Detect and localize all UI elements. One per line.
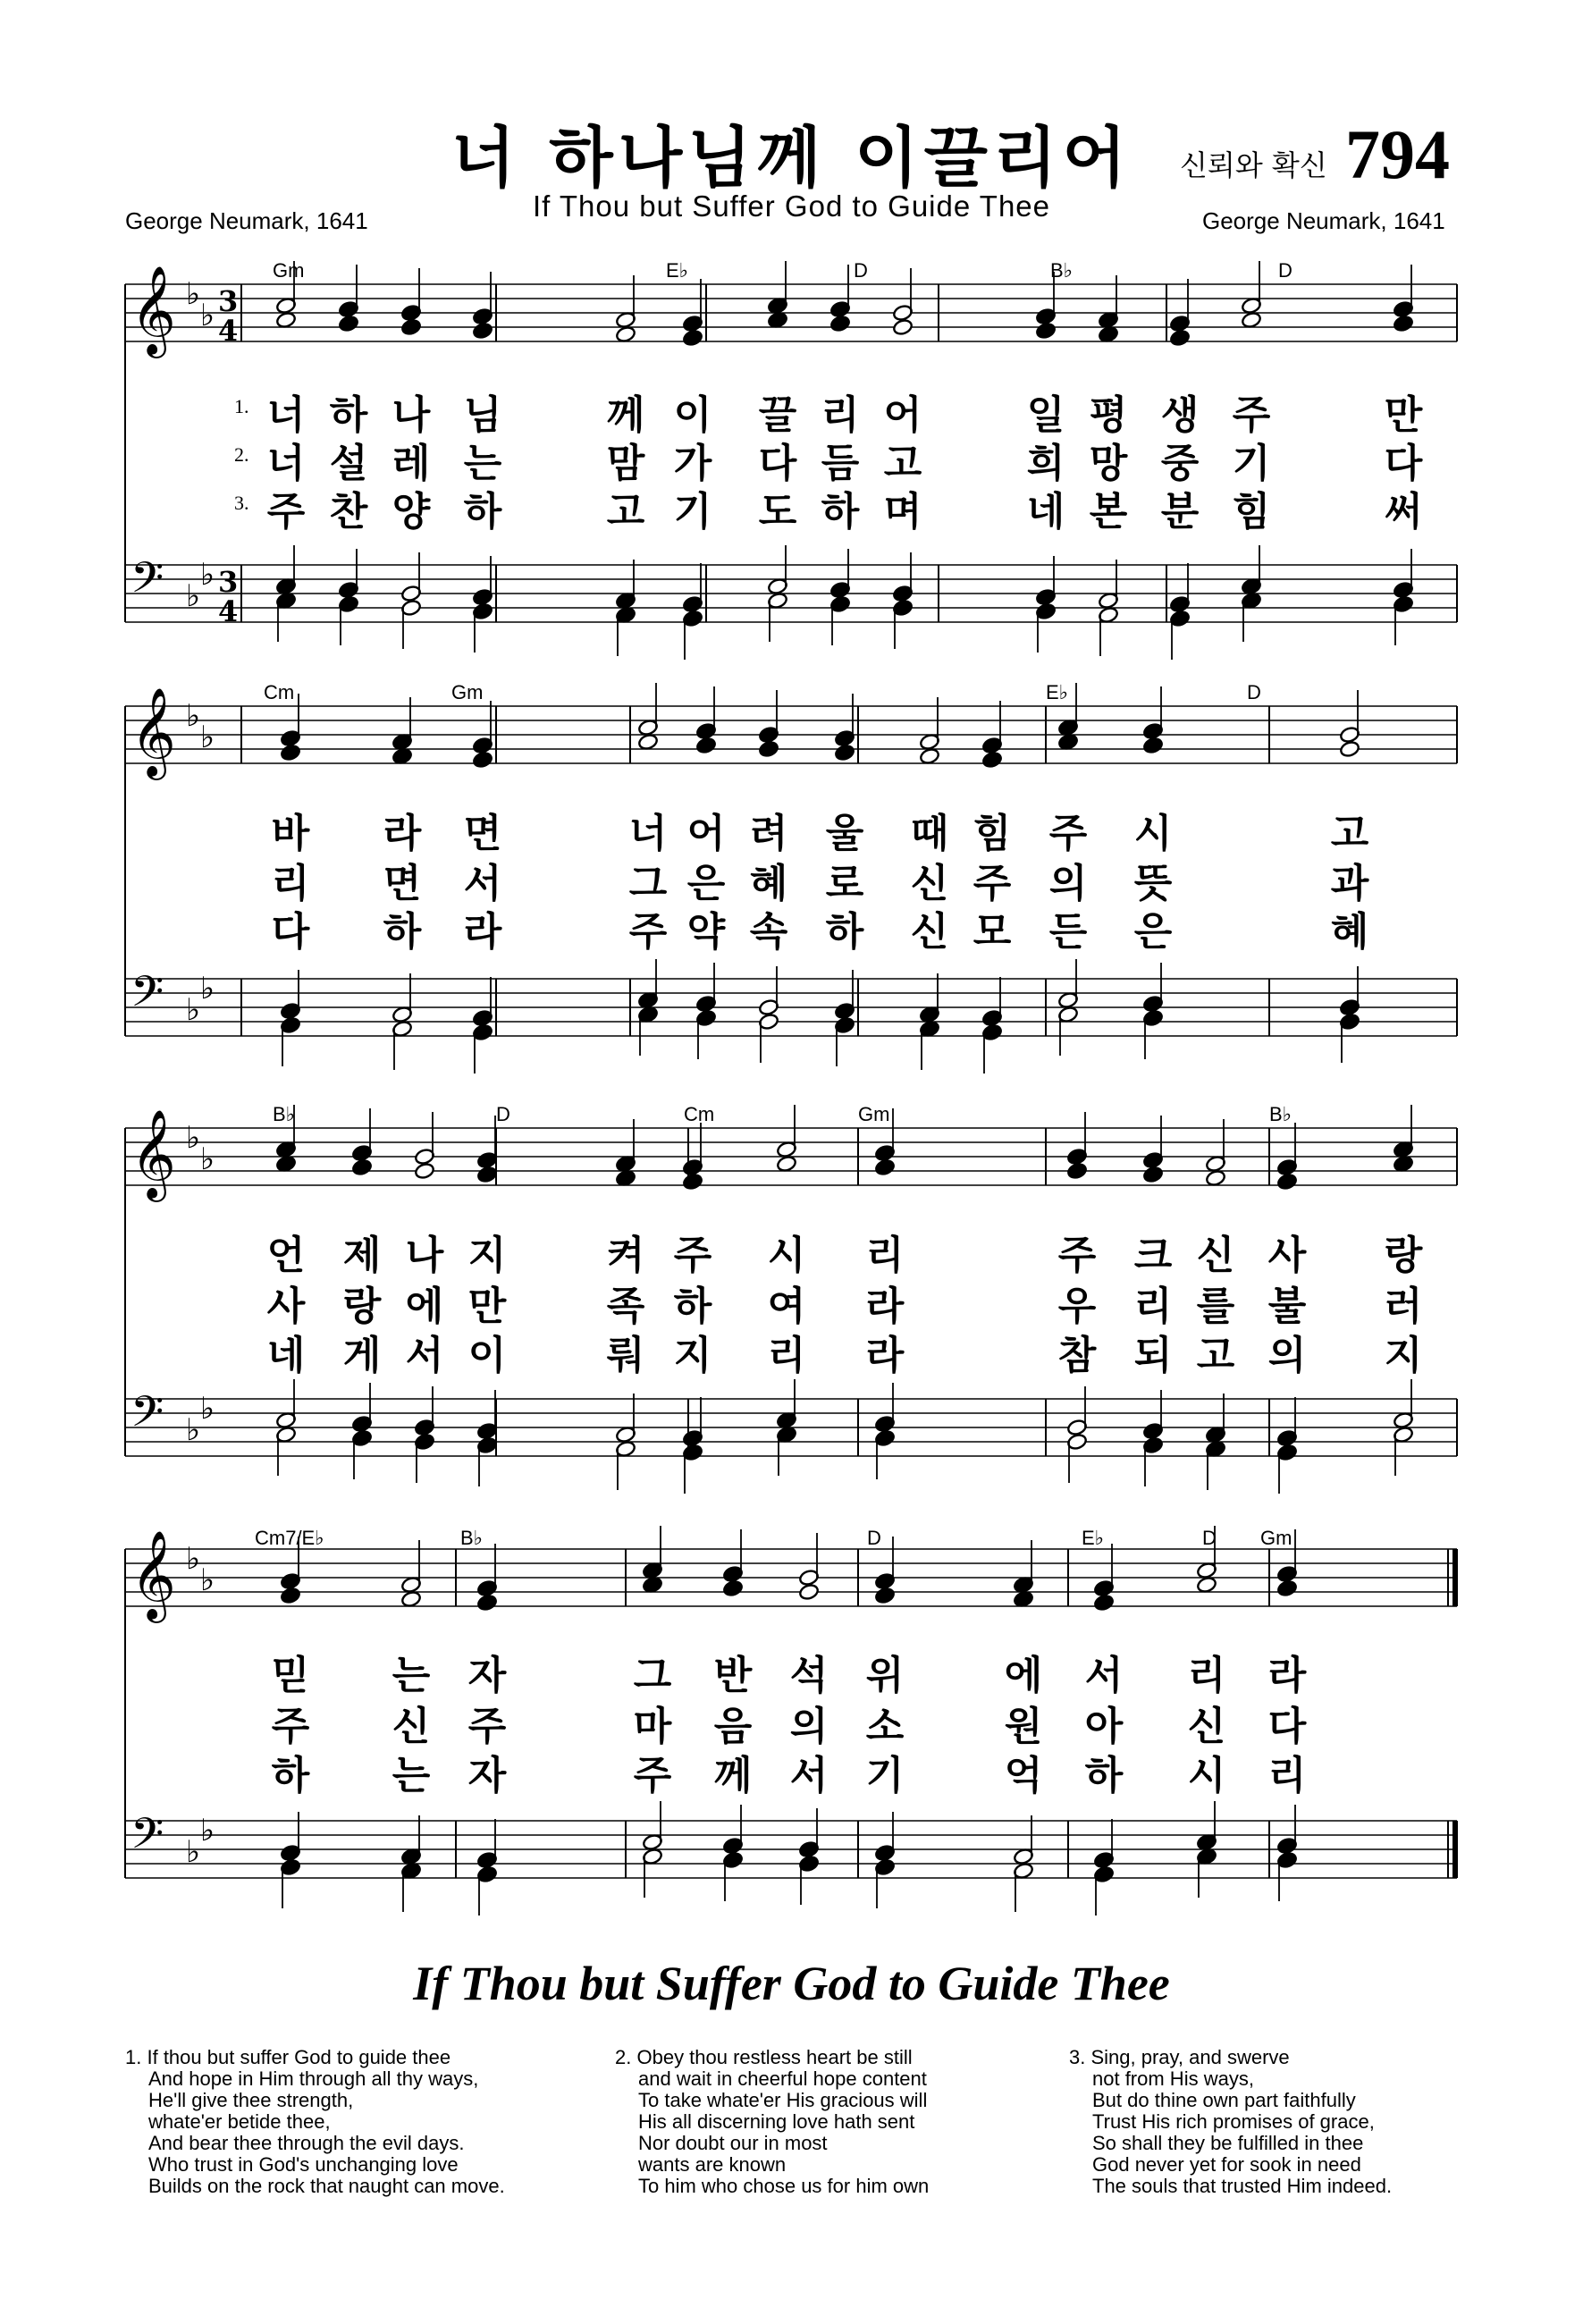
verse-line: Who trust in God's unchanging love bbox=[148, 2153, 459, 2176]
chord-symbol: E♭ bbox=[1046, 681, 1069, 703]
lyric-syllable: 억 bbox=[1004, 1753, 1043, 1798]
lyric-syllable: 게 bbox=[342, 1333, 382, 1378]
lyric-syllable: 며 bbox=[883, 489, 922, 535]
lyric-syllable: 러 bbox=[1384, 1284, 1423, 1329]
lyric-syllable: 일 bbox=[1026, 392, 1065, 438]
chord-symbol: Cm7/E♭ bbox=[255, 1527, 324, 1549]
lyric-syllable: 시 bbox=[767, 1233, 806, 1278]
lyric-syllable: 하 bbox=[673, 1284, 712, 1329]
chord-symbol: Cm bbox=[264, 681, 295, 703]
lyric-syllable: 지 bbox=[467, 1233, 507, 1278]
lyric-syllable: 신 bbox=[910, 909, 949, 955]
lyric-syllable: 라 bbox=[1267, 1653, 1307, 1698]
chord-symbol: D bbox=[1278, 259, 1293, 282]
lyric-syllable: 주 bbox=[467, 1704, 507, 1749]
note-head bbox=[400, 1590, 422, 1608]
lyric-syllable: 하 bbox=[271, 1753, 310, 1798]
lyric-syllable: 도 bbox=[758, 489, 797, 535]
chord-symbol: Cm bbox=[684, 1103, 715, 1125]
lyric-syllable: 주 bbox=[973, 861, 1012, 906]
lyric-syllable: 불 bbox=[1267, 1284, 1307, 1329]
verse-line: But do thine own part faithfully bbox=[1092, 2089, 1356, 2111]
chord-symbol: E♭ bbox=[666, 259, 689, 282]
lyric-syllable: 라 bbox=[383, 811, 422, 856]
lyric-syllable: 지 bbox=[1384, 1333, 1423, 1378]
lyric-syllable: 고 bbox=[883, 441, 922, 486]
lyric-syllable: 주 bbox=[633, 1753, 672, 1798]
chord-symbol: D bbox=[1247, 681, 1261, 703]
verse-line: Builds on the rock that naught can move. bbox=[148, 2175, 505, 2197]
lyric-syllable: 에 bbox=[405, 1284, 444, 1329]
bass-clef-icon: 𝄢 bbox=[131, 552, 164, 613]
verse-number: 2. bbox=[615, 2046, 632, 2068]
lyric-syllable: 어 bbox=[686, 811, 726, 856]
lyric-syllable: 이 bbox=[467, 1333, 507, 1378]
lyric-syllable: 우 bbox=[1057, 1284, 1097, 1329]
verse-line: not from His ways, bbox=[1092, 2067, 1254, 2090]
hymn-title-korean: 너 하나님께 이끌리어 bbox=[451, 120, 1132, 197]
lyric-syllable: 는 bbox=[392, 1753, 431, 1798]
lyric-syllable: 의 bbox=[789, 1704, 829, 1749]
chord-symbol: D bbox=[867, 1527, 881, 1549]
lyric-syllable: 서 bbox=[789, 1753, 829, 1798]
flat-icon: ♭ bbox=[200, 1813, 215, 1848]
time-signature-bottom: 4 bbox=[218, 594, 239, 628]
verse-line: Trust His rich promises of grace, bbox=[1092, 2110, 1375, 2133]
lyric-syllable: 지 bbox=[673, 1333, 712, 1378]
lyric-syllable: 하 bbox=[1084, 1753, 1124, 1798]
lyric-syllable: 사 bbox=[1267, 1233, 1307, 1278]
note-head bbox=[1013, 1590, 1034, 1608]
lyric-syllable: 여 bbox=[767, 1284, 806, 1329]
note-head bbox=[874, 1587, 896, 1604]
bass-notes bbox=[280, 1801, 1298, 1916]
verse-line: wants are known bbox=[638, 2153, 787, 2176]
chord-symbol: D bbox=[854, 259, 868, 282]
flat-icon: ♭ bbox=[186, 578, 201, 614]
time-signature-top: 3 bbox=[218, 565, 239, 599]
note-head bbox=[722, 1579, 744, 1597]
flat-icon: ♭ bbox=[200, 298, 215, 333]
lyric-syllable: 서 bbox=[405, 1333, 444, 1378]
verse-number: 3. bbox=[1069, 2046, 1086, 2068]
lyric-syllable: 네 bbox=[266, 1333, 306, 1378]
time-signature-top: 3 bbox=[218, 284, 239, 318]
bass-clef-icon: 𝄢 bbox=[131, 1808, 164, 1869]
verse-line: Sing, pray, and swerve bbox=[1090, 2046, 1290, 2068]
flat-icon: ♭ bbox=[186, 276, 201, 312]
flat-icon: ♭ bbox=[186, 1834, 201, 1870]
lyric-syllable: 신 bbox=[1187, 1704, 1226, 1749]
lyric-syllable: 찬 bbox=[329, 489, 368, 535]
lyric-syllable: 은 bbox=[1133, 909, 1173, 955]
lyric-syllable: 하 bbox=[383, 909, 422, 955]
treble-clef-icon: 𝄞 bbox=[131, 1530, 176, 1620]
verse-number: 1. bbox=[125, 2046, 142, 2068]
chord-symbol: D bbox=[496, 1103, 510, 1125]
verse-line: God never yet for sook in need bbox=[1092, 2153, 1361, 2176]
lyric-syllable: 어 bbox=[883, 392, 922, 438]
lyric-syllable: 가 bbox=[673, 441, 712, 486]
note-head bbox=[1196, 1576, 1217, 1594]
lyric-syllable: 음 bbox=[713, 1704, 753, 1749]
verse-line: whate'er betide thee, bbox=[148, 2110, 331, 2133]
lyric-syllable: 리 bbox=[767, 1333, 806, 1378]
chord-symbol: Gm bbox=[451, 681, 484, 703]
lyric-syllable: 힘 bbox=[973, 811, 1012, 856]
lyric-syllable: 하 bbox=[329, 392, 368, 438]
lyric-syllable: 시 bbox=[1133, 811, 1173, 856]
english-verse-2 bbox=[615, 2047, 929, 2197]
lyric-syllable: 설 bbox=[329, 441, 368, 486]
lyric-syllable: 속 bbox=[749, 909, 788, 955]
lyric-syllable: 위 bbox=[865, 1653, 905, 1698]
bass-staff bbox=[125, 1808, 1457, 1878]
lyric-syllable: 반 bbox=[713, 1653, 753, 1698]
lyric-syllable: 기 bbox=[865, 1753, 905, 1798]
lyric-syllable: 석 bbox=[789, 1653, 829, 1698]
lyric-syllable: 혜 bbox=[749, 861, 788, 906]
lyric-syllable: 제 bbox=[342, 1233, 382, 1278]
flat-icon: ♭ bbox=[200, 1391, 215, 1427]
note-head bbox=[1276, 1579, 1298, 1597]
lyric-syllable: 랑 bbox=[342, 1284, 382, 1329]
lyric-syllable: 리 bbox=[1133, 1284, 1173, 1329]
note-head bbox=[642, 1576, 663, 1594]
lyric-syllable: 뜻 bbox=[1133, 861, 1173, 906]
lyric-syllable: 는 bbox=[392, 1653, 431, 1698]
note-head bbox=[798, 1583, 820, 1601]
lyric-syllable: 님 bbox=[463, 392, 502, 438]
lyric-syllable: 때 bbox=[910, 811, 949, 856]
flat-icon: ♭ bbox=[200, 720, 215, 755]
lyric-syllable: 뤄 bbox=[606, 1333, 645, 1378]
lyric-syllable: 아 bbox=[1084, 1704, 1124, 1749]
lyric-syllable: 믿 bbox=[271, 1653, 310, 1698]
lyric-syllable: 은 bbox=[686, 861, 726, 906]
treble-clef-icon: 𝄞 bbox=[131, 265, 176, 355]
treble-clef-icon: 𝄞 bbox=[131, 1109, 176, 1199]
lyric-syllable: 시 bbox=[1187, 1753, 1226, 1798]
verse-line: and wait in cheerful hope content bbox=[638, 2067, 927, 2090]
hymn-number: 794 bbox=[1345, 115, 1450, 193]
lyric-syllable: 너 bbox=[266, 441, 306, 486]
lyric-syllable: 신 bbox=[910, 861, 949, 906]
lyric-syllable: 양 bbox=[392, 489, 431, 535]
lyric-syllable: 께 bbox=[606, 392, 645, 438]
lyric-syllable: 본 bbox=[1089, 489, 1128, 535]
lyric-syllable: 참 bbox=[1057, 1333, 1097, 1378]
lyric-syllable: 약 bbox=[686, 909, 726, 955]
verse-line: He'll give thee strength, bbox=[148, 2089, 354, 2111]
lyric-syllable: 라 bbox=[865, 1333, 905, 1378]
chord-symbol: B♭ bbox=[273, 1103, 296, 1125]
lyric-syllable: 하 bbox=[463, 489, 502, 535]
lyric-syllable: 신 bbox=[392, 1704, 431, 1749]
lyric-syllable: 주 bbox=[673, 1233, 712, 1278]
lyric-syllable: 리 bbox=[1267, 1753, 1307, 1798]
lyric-syllable: 네 bbox=[1026, 489, 1065, 535]
verse-line: To take whate'er His gracious will bbox=[638, 2089, 928, 2111]
flat-icon: ♭ bbox=[186, 1120, 201, 1156]
lyric-verse-number: 2. bbox=[234, 443, 249, 466]
lyric-syllable: 주 bbox=[1048, 811, 1088, 856]
author-left: George Neumark, 1641 bbox=[125, 207, 368, 234]
time-signature-bottom: 4 bbox=[218, 314, 239, 348]
lyric-syllable: 듬 bbox=[821, 441, 860, 486]
lyric-syllable: 이 bbox=[673, 392, 712, 438]
chord-symbol: B♭ bbox=[1050, 259, 1074, 282]
lyric-syllable: 마 bbox=[633, 1704, 672, 1749]
flat-icon: ♭ bbox=[186, 698, 201, 734]
lyric-syllable: 중 bbox=[1160, 441, 1200, 486]
lyric-syllable: 그 bbox=[633, 1653, 672, 1698]
english-verse-3 bbox=[1069, 2047, 1392, 2197]
bass-clef-icon: 𝄢 bbox=[131, 1386, 164, 1447]
lyric-syllable: 소 bbox=[865, 1704, 905, 1749]
lyric-syllable: 면 bbox=[383, 861, 422, 906]
lyric-syllable: 기 bbox=[673, 489, 712, 535]
lyric-syllable: 에 bbox=[1004, 1653, 1043, 1698]
lyric-syllable: 주 bbox=[1057, 1233, 1097, 1278]
lyric-syllable: 주 bbox=[1232, 392, 1271, 438]
lyric-syllable: 다 bbox=[1384, 441, 1423, 486]
english-title: If Thou but Suffer God to Guide Thee bbox=[413, 1957, 1170, 2010]
treble-staff bbox=[125, 1530, 1457, 1623]
lyric-syllable: 모 bbox=[973, 909, 1012, 955]
lyric-syllable: 평 bbox=[1089, 392, 1128, 438]
lyric-syllable: 다 bbox=[758, 441, 797, 486]
lyric-syllable: 그 bbox=[628, 861, 668, 906]
lyric-syllable: 망 bbox=[1089, 441, 1128, 486]
chord-symbol: Gm bbox=[858, 1103, 890, 1125]
lyric-syllable: 리 bbox=[271, 861, 310, 906]
lyric-syllable: 의 bbox=[1048, 861, 1088, 906]
lyric-syllable: 혜 bbox=[1330, 909, 1369, 955]
verse-line: So shall they be fulfilled in thee bbox=[1092, 2132, 1364, 2154]
lyric-syllable: 하 bbox=[821, 489, 860, 535]
english-verse-1 bbox=[125, 2047, 505, 2197]
hymn-category: 신뢰와 확신 bbox=[1180, 148, 1327, 182]
lyric-syllable: 과 bbox=[1330, 861, 1369, 906]
note-head bbox=[1093, 1594, 1115, 1612]
lyric-syllable: 려 bbox=[749, 811, 788, 856]
lyric-syllable: 서 bbox=[463, 861, 502, 906]
lyric-syllable: 원 bbox=[1004, 1704, 1043, 1749]
lyric-syllable: 하 bbox=[825, 909, 864, 955]
flat-icon: ♭ bbox=[200, 1562, 215, 1598]
chord-symbol: Gm bbox=[1260, 1527, 1293, 1549]
verse-line: Obey thou restless heart be still bbox=[636, 2046, 913, 2068]
treble-clef-icon: 𝄞 bbox=[131, 687, 176, 777]
lyric-syllable: 만 bbox=[1384, 392, 1423, 438]
lyric-syllable: 고 bbox=[1196, 1333, 1235, 1378]
lyric-syllable: 리 bbox=[865, 1233, 905, 1278]
lyric-syllable: 만 bbox=[467, 1284, 507, 1329]
lyric-syllable: 되 bbox=[1133, 1333, 1173, 1378]
lyric-verse-number: 3. bbox=[234, 492, 249, 514]
lyric-syllable: 끌 bbox=[758, 392, 797, 438]
note-head bbox=[476, 1594, 498, 1612]
lyric-syllable: 써 bbox=[1384, 489, 1423, 535]
chord-symbol: E♭ bbox=[1082, 1527, 1105, 1549]
lyric-syllable: 리 bbox=[821, 392, 860, 438]
lyric-syllable: 리 bbox=[1187, 1653, 1226, 1698]
note-head bbox=[280, 1587, 301, 1604]
lyric-verse-number: 1. bbox=[234, 395, 249, 417]
verse-line: Nor doubt our in most bbox=[638, 2132, 828, 2154]
verse-line: To him who chose us for him own bbox=[638, 2175, 930, 2197]
lyric-syllable: 분 bbox=[1160, 489, 1200, 535]
lyric-syllable: 자 bbox=[467, 1753, 507, 1798]
chord-symbol: Gm bbox=[273, 259, 305, 282]
treble-notes bbox=[280, 1526, 1298, 1612]
verse-line: The souls that trusted Him indeed. bbox=[1092, 2175, 1393, 2197]
flat-icon: ♭ bbox=[200, 557, 215, 593]
lyric-syllable: 는 bbox=[463, 441, 502, 486]
verse-line: And bear thee through the evil days. bbox=[148, 2132, 465, 2154]
lyric-syllable: 너 bbox=[266, 392, 306, 438]
lyric-syllable: 족 bbox=[606, 1284, 645, 1329]
lyric-syllable: 로 bbox=[825, 861, 864, 906]
lyric-syllable: 의 bbox=[1267, 1333, 1307, 1378]
lyric-syllable: 다 bbox=[1267, 1704, 1307, 1749]
lyric-syllable: 고 bbox=[606, 489, 645, 535]
lyric-syllable: 신 bbox=[1196, 1233, 1235, 1278]
lyric-syllable: 면 bbox=[463, 811, 502, 856]
lyric-syllable: 께 bbox=[713, 1753, 753, 1798]
flat-icon: ♭ bbox=[186, 1541, 201, 1577]
lyric-syllable: 너 bbox=[628, 811, 668, 856]
lyric-syllable: 자 bbox=[467, 1653, 507, 1698]
lyric-syllable: 서 bbox=[1084, 1653, 1124, 1698]
lyric-syllable: 바 bbox=[271, 811, 310, 856]
bass-clef-icon: 𝄢 bbox=[131, 966, 164, 1027]
chord-symbol: D bbox=[1202, 1527, 1217, 1549]
lyric-syllable: 라 bbox=[463, 909, 502, 955]
lyric-syllable: 울 bbox=[825, 811, 864, 856]
flat-icon: ♭ bbox=[200, 971, 215, 1006]
flat-icon: ♭ bbox=[186, 1412, 201, 1448]
lyric-syllable: 나 bbox=[392, 392, 431, 438]
lyric-syllable: 랑 bbox=[1384, 1233, 1423, 1278]
verse-line: If thou but suffer God to guide thee bbox=[147, 2046, 451, 2068]
lyric-syllable: 주 bbox=[271, 1704, 310, 1749]
lyric-syllable: 레 bbox=[392, 441, 431, 486]
lyric-syllable: 기 bbox=[1232, 441, 1271, 486]
verse-line: His all discerning love hath sent bbox=[638, 2110, 915, 2133]
lyric-syllable: 크 bbox=[1133, 1233, 1173, 1278]
lyric-syllable: 주 bbox=[266, 489, 306, 535]
lyric-syllable: 주 bbox=[628, 909, 668, 955]
lyric-syllable: 고 bbox=[1330, 811, 1369, 856]
lyric-syllable: 생 bbox=[1160, 392, 1200, 438]
lyric-syllable: 나 bbox=[405, 1233, 444, 1278]
lyric-syllable: 다 bbox=[271, 909, 310, 955]
lyric-syllable: 든 bbox=[1048, 909, 1088, 955]
flat-icon: ♭ bbox=[186, 992, 201, 1028]
lyric-syllable: 켜 bbox=[606, 1233, 645, 1278]
lyric-syllable: 언 bbox=[266, 1233, 306, 1278]
lyric-syllable: 를 bbox=[1196, 1284, 1235, 1329]
author-right: George Neumark, 1641 bbox=[1202, 207, 1445, 234]
lyric-syllable: 사 bbox=[266, 1284, 306, 1329]
lyric-syllable: 라 bbox=[865, 1284, 905, 1329]
lyric-syllable: 힘 bbox=[1232, 489, 1271, 535]
flat-icon: ♭ bbox=[200, 1141, 215, 1177]
chord-symbol: B♭ bbox=[460, 1527, 484, 1549]
hymn-title-english: If Thou but Suffer God to Guide Thee bbox=[532, 189, 1051, 223]
chord-symbol: B♭ bbox=[1269, 1103, 1293, 1125]
verse-line: And hope in Him through all thy ways, bbox=[148, 2067, 479, 2090]
lyric-syllable: 희 bbox=[1026, 441, 1065, 486]
lyric-syllable: 맘 bbox=[606, 441, 645, 486]
